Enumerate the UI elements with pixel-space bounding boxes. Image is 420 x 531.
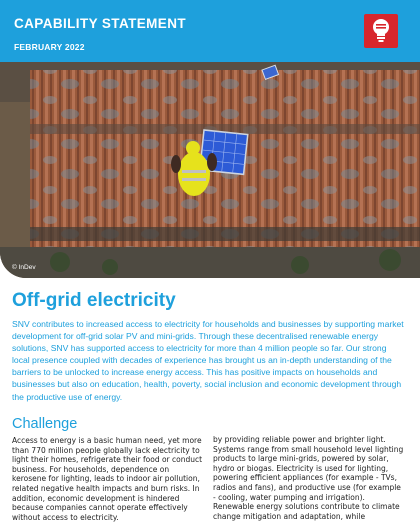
- lightbulb-icon: [364, 14, 398, 48]
- document-type-title: CAPABILITY STATEMENT: [14, 16, 186, 31]
- challenge-text-right-column: by providing reliable power and brighter light. Systems range from small household level lighting products to large mini-grids, powered by solar, hydro or biogas. Electricity is used for lighting, powering efficient appliances (for example - TVs, radios and fans), and productive use (for example - cooling, water pumping and irrigation). Renewable energy solutions contribute to climate change mitigation and adaptation, while: [213, 435, 404, 521]
- document-date: FEBRUARY 2022: [14, 42, 85, 52]
- photo-credit: © InDev: [12, 264, 36, 271]
- page-title: Off-grid electricity: [12, 290, 176, 311]
- snv-logo: [364, 14, 398, 48]
- intro-paragraph: SNV contributes to increased access to electricity for households and businesses by supporting market development for off-grid solar PV and mini-grids. Through these decentralised renewable energy solutions, SNV has supported access to electricity for more than 4 million people so far. Our strong local presence coupled with decades of experience has brought us an in-depth understanding of the barriers to be unlocked to increase energy access. This has positive impacts on households and businesses but also on education, health, poverty, social inclusion and economic development through the productive use of energy.: [12, 319, 404, 402]
- aerial-solar-panel-photo: [0, 62, 420, 278]
- section-title-challenge: Challenge: [12, 416, 78, 432]
- header-banner: [0, 0, 420, 62]
- hero-photo: [0, 62, 420, 278]
- challenge-text-left-column: Access to energy is a basic human need, yet more than 770 million people globally lack electricity to light their homes, refrigerate their food or conduct business. For households, dependence on kerosene for lighting, leads to indoor air pollution, related negative health impacts and burn risks. In addition, economic development is hindered because companies cannot operate effectively without access to electricity.: [12, 436, 203, 522]
